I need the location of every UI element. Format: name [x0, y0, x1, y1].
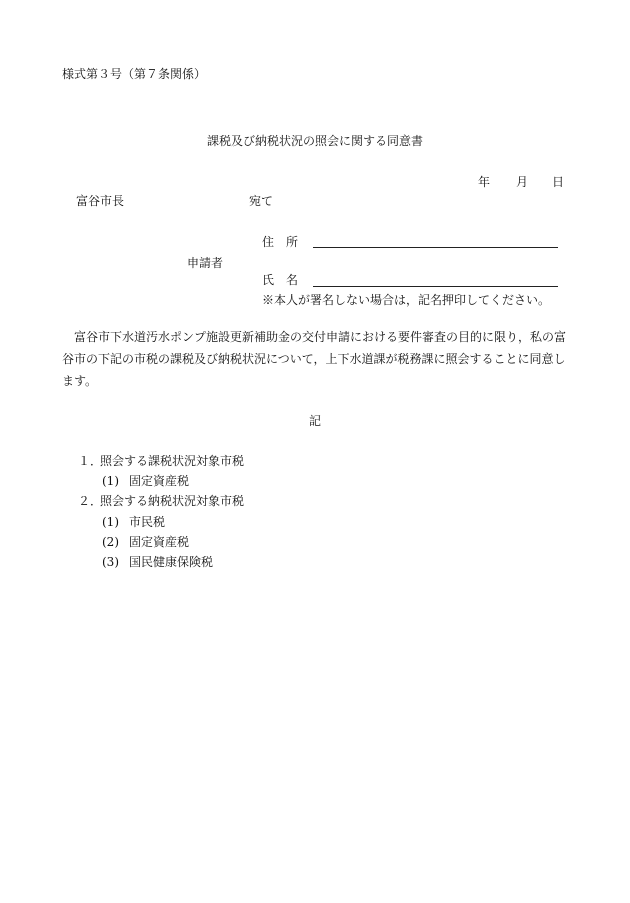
addressee-to: 宛て — [249, 194, 274, 208]
date-day: 日 — [552, 175, 565, 189]
item-2-number: ２． — [78, 494, 103, 508]
ki-heading: 記 — [308, 414, 321, 428]
item-2-sub-2-text: 固定資産税 — [129, 535, 190, 549]
form-label: 様式第３号（第７条関係） — [62, 67, 207, 81]
address-field-line — [313, 247, 558, 248]
item-2-sub-2-number: (2) — [102, 535, 119, 549]
address-label: 住 所 — [262, 235, 299, 249]
date-month: 月 — [516, 175, 529, 189]
name-label: 氏 名 — [262, 273, 299, 287]
item-1-sub-1-text: 固定資産税 — [129, 474, 190, 488]
item-2-sub-3-text: 国民健康保険税 — [129, 555, 214, 569]
signature-note: ※本人が署名しない場合は，記名押印してください。 — [262, 293, 551, 307]
consent-body-text: 富谷市下水道汚水ポンプ施設更新補助金の交付申請における要件審査の目的に限り，私の富谷市の下記の市税の課税及び納税状況について，上下水道課が税務課に照会することに同意します。 — [62, 330, 567, 388]
name-field-line — [313, 286, 558, 287]
item-1-heading: 照会する課税状況対象市税 — [100, 454, 245, 468]
addressee-mayor: 富谷市長 — [76, 194, 125, 208]
item-2-sub-3-number: (3) — [102, 555, 119, 569]
item-1-sub-1-number: (1) — [102, 474, 119, 488]
document-title: 課税及び納税状況の照会に関する同意書 — [206, 134, 423, 148]
item-2-sub-1-text: 市民税 — [129, 515, 166, 529]
item-2-sub-1-number: (1) — [102, 515, 119, 529]
item-1-number: １． — [78, 454, 103, 468]
item-2-heading: 照会する納税状況対象市税 — [100, 494, 245, 508]
applicant-label: 申請者 — [187, 256, 224, 270]
date-year: 年 — [478, 175, 491, 189]
